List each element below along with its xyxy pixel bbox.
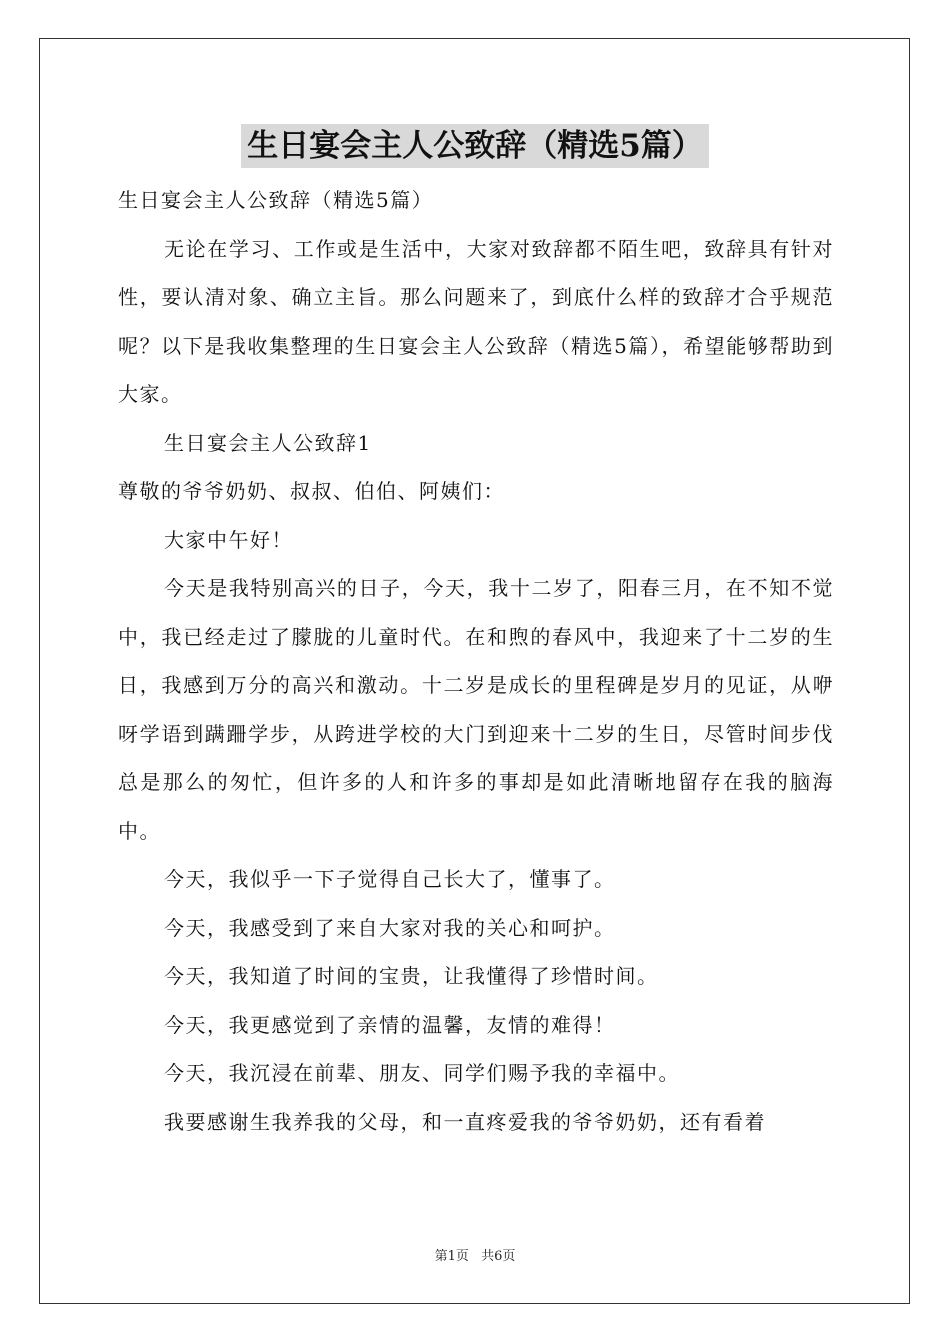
paragraph: 我要感谢生我养我的父母，和一直疼爱我的爷爷奶奶，还有看着 [164,1109,766,1134]
paragraph: 今天，我感受到了来自大家对我的关心和呵护。 [164,915,616,940]
paragraph: 今天，我知道了时间的宝贵，让我懂得了珍惜时间。 [164,964,659,988]
salutation: 尊敬的爷爷奶奶、叔叔、伯伯、阿姨们： [118,479,505,503]
paragraph: 今天是我特别高兴的日子，今天，我十二岁了，阳春三月，在不知不觉中，我已经走过了朦胧的儿童时代。在和煦的春风中，我迎来了十二岁的生日，我感到万分的高兴和激动。十二岁是成长的里程碑是岁月的见证，从咿呀学语到蹒跚学步，从跨进学校的大门到迎来十二岁的生日，尽管时间步伐总是那么的匆忙，但许多的人和许多的事却是如此清晰地留存在我的脑海中。 [118,576,834,843]
greeting: 大家中午好！ [164,527,293,552]
page-number: 第1页 [434,1249,469,1264]
document-title: 生日宴会主人公致辞（精选5篇） [241,124,709,168]
document-body [118,176,834,1146]
page-footer [0,1245,950,1264]
paragraph: 无论在学习、工作或是生活中，大家对致辞都不陌生吧，致辞具有针对性，要认清对象、确立主旨。那么问题来了，到底什么样的致辞才合乎规范呢？以下是我收集整理的生日宴会主人公致辞（精选5篇），希望能够帮助到大家。 [118,236,834,406]
paragraph: 今天，我沉浸在前辈、朋友、同学们赐予我的幸福中。 [164,1061,680,1085]
page-total: 共6页 [481,1249,516,1264]
section-heading: 生日宴会主人公致辞1 [164,430,372,455]
paragraph: 今天，我更感觉到了亲情的温馨，友情的难得！ [164,1012,616,1037]
paragraph: 生日宴会主人公致辞（精选5篇） [118,188,434,212]
title-wrap [0,124,950,168]
paragraph: 今天，我似乎一下子觉得自己长大了，懂事了。 [164,867,616,891]
